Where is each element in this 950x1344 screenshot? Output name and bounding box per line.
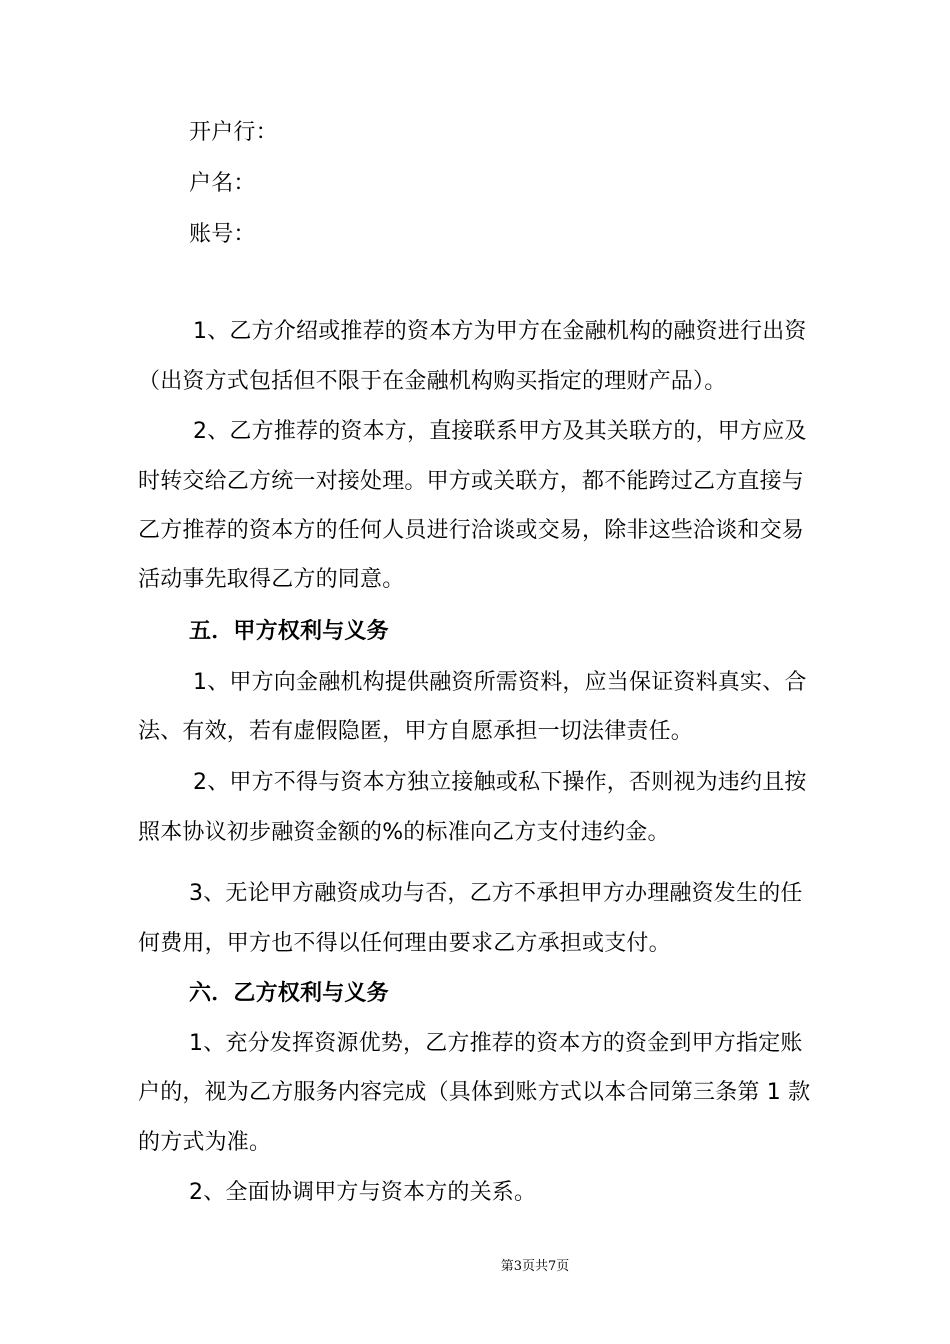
- section-5-heading: 五．甲方权利与义务: [189, 619, 389, 644]
- clause-4-2-line-4: 活动事先取得乙方的同意。: [138, 567, 405, 592]
- clause-5-2-line-1: 2、甲方不得与资本方独立接触或私下操作，否则视为违约且按: [193, 770, 807, 795]
- clause-5-3-line-2: 何费用，甲方也不得以任何理由要求乙方承担或支付。: [138, 931, 671, 956]
- section-6-heading: 六．乙方权利与义务: [189, 981, 389, 1006]
- clause-5-1-line-1: 1、甲方向金融机构提供融资所需资料，应当保证资料真实、合: [193, 670, 807, 695]
- clause-6-2-line-1: 2、全面协调甲方与资本方的关系。: [189, 1180, 537, 1205]
- page-number: 第3页共7页: [500, 1259, 570, 1274]
- clause-6-1-line-1: 1、充分发挥资源优势，乙方推荐的资本方的资金到甲方指定账: [189, 1031, 803, 1056]
- clause-5-2-line-2: 照本协议初步融资金额的%的标准向乙方支付违约金。: [138, 820, 670, 845]
- clause-5-3-line-1: 3、无论甲方融资成功与否，乙方不承担甲方办理融资发生的任: [189, 881, 803, 906]
- account-number-label: 账号：: [189, 222, 256, 247]
- clause-4-2-line-1: 2、乙方推荐的资本方，直接联系甲方及其关联方的，甲方应及: [193, 419, 807, 444]
- clause-5-1-line-2: 法、有效，若有虚假隐匿，甲方自愿承担一切法律责任。: [138, 719, 694, 744]
- clause-4-2-line-3: 乙方推荐的资本方的任何人员进行洽谈或交易，除非这些洽谈和交易: [138, 518, 805, 543]
- clause-4-2-line-2: 时转交给乙方统一对接处理。甲方或关联方，都不能跨过乙方直接与: [138, 469, 805, 494]
- clause-4-1-line-2: （出资方式包括但不限于在金融机构购买指定的理财产品）。: [138, 369, 727, 394]
- bank-label: 开户行：: [189, 120, 278, 145]
- clause-6-1-line-3: 的方式为准。: [138, 1130, 272, 1155]
- page-footer: [0, 1258, 950, 1276]
- clause-4-1-line-1: 1、乙方介绍或推荐的资本方为甲方在金融机构的融资进行出资: [193, 319, 807, 344]
- account-name-label: 户名：: [189, 171, 256, 196]
- clause-6-1-line-2: 户的，视为乙方服务内容完成（具体到账方式以本合同第三条第 1 款: [138, 1080, 811, 1105]
